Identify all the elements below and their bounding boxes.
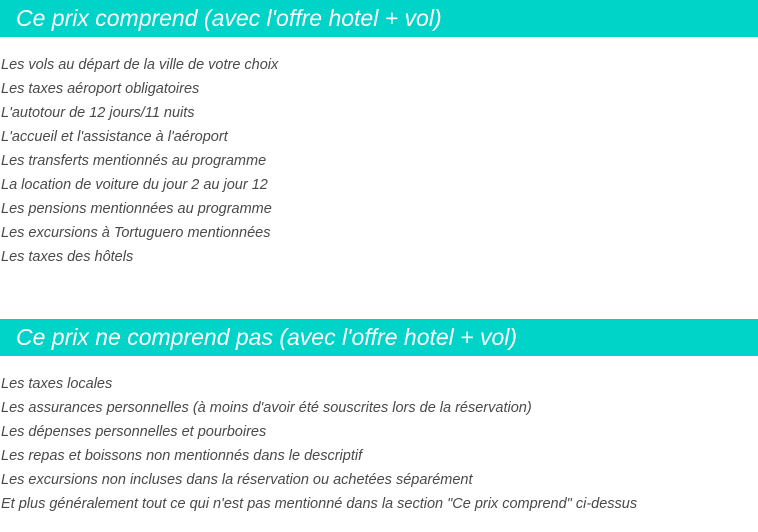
list-item: Les excursions non incluses dans la réservation ou achetées séparément <box>1 472 473 488</box>
list-item: Les dépenses personnelles et pourboires <box>1 424 267 440</box>
list-item: Les assurances personnelles (à moins d'avoir été souscrites lors de la réservation) <box>1 400 532 416</box>
list-item: L'accueil et l'assistance à l'aéroport <box>1 129 228 145</box>
price-excludes-section <box>0 319 758 516</box>
price-excludes-list <box>0 356 758 516</box>
list-item: Les taxes aéroport obligatoires <box>1 81 200 97</box>
price-excludes-title: Ce prix ne comprend pas (avec l'offre hotel + vol) <box>0 319 758 356</box>
list-item: Les excursions à Tortuguero mentionnées <box>1 225 271 241</box>
list-item: L'autotour de 12 jours/11 nuits <box>1 105 195 121</box>
list-item: Les vols au départ de la ville de votre choix <box>1 57 279 73</box>
list-item: Les transferts mentionnés au programme <box>1 153 267 169</box>
list-item: Les pensions mentionnées au programme <box>1 201 272 217</box>
list-item: Les taxes locales <box>1 376 113 392</box>
list-item: La location de voiture du jour 2 au jour 12 <box>1 177 268 193</box>
list-item: Les taxes des hôtels <box>1 249 134 265</box>
price-includes-list <box>0 37 758 269</box>
price-includes-title: Ce prix comprend (avec l'offre hotel + vol) <box>0 0 758 37</box>
list-item: Les repas et boissons non mentionnés dans le descriptif <box>1 448 363 464</box>
list-item: Et plus généralement tout ce qui n'est pas mentionné dans la section "Ce prix comprend" ci-dessus <box>1 496 638 512</box>
